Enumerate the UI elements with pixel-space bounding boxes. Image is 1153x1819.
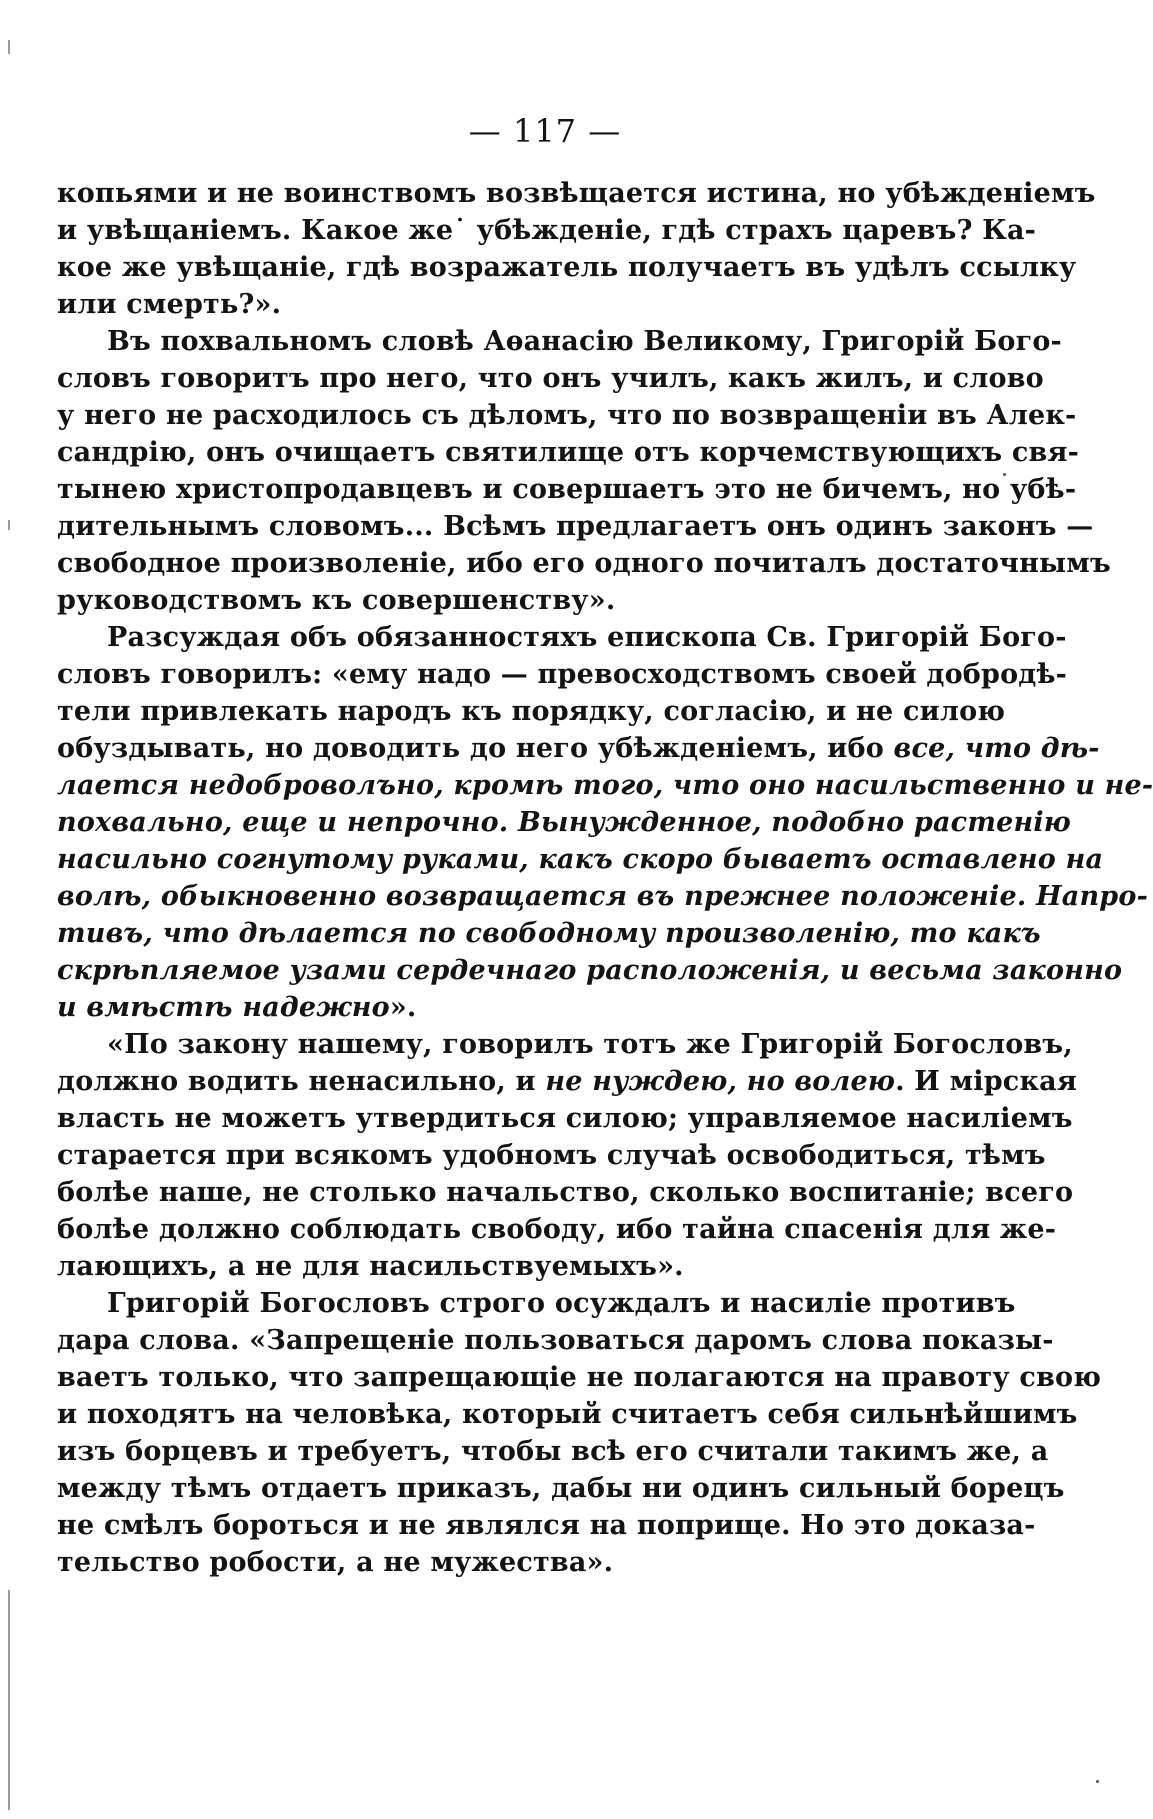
text-line: руководствомъ къ совершенству».: [57, 585, 616, 616]
text-line: не смѣлъ бороться и не являлся на поприще. Но это доказа-: [57, 1510, 1036, 1541]
text-line: обуздывать, но доводить до него убѣжденіемъ, ибо все, что дѣ-: [57, 733, 1100, 764]
text-line: свободное произволеніе, ибо его одного почиталъ достаточнымъ: [57, 548, 1111, 579]
text-line: и походятъ на человѣка, который считаетъ себя сильнѣйшимъ: [57, 1399, 1078, 1430]
text-line: старается при всякомъ удобномъ случаѣ освободиться, тѣмъ: [57, 1140, 1046, 1171]
left-margin-mark: [8, 520, 10, 530]
left-margin-mark: [8, 1590, 10, 1810]
text-line: «По закону нашему, говорилъ тотъ же Григорій Богословъ,: [107, 1029, 1073, 1060]
text-line: между тѣмъ отдаетъ приказъ, дабы ни одинъ сильный борецъ: [57, 1473, 1065, 1504]
text-line: волѣ, обыкновенно возвращается въ прежнее положеніе. Напро-: [57, 881, 1148, 912]
text-line: копьями и не воинствомъ возвѣщается истина, но убѣжденіемъ: [57, 178, 1096, 209]
text-line: словъ говоритъ про него, что онъ училъ, какъ жилъ, и слово: [57, 363, 1044, 394]
text-line: тели привлекать народъ къ порядку, согласію, и не силою: [57, 696, 1006, 727]
text-line: словъ говорилъ: «ему надо — превосходствомъ своей добродѣ-: [57, 659, 1068, 690]
text-line: и увѣщаніемъ. Какое же˙ убѣжденіе, гдѣ страхъ царевъ? Ка-: [57, 215, 1037, 246]
print-speck: [1096, 1780, 1099, 1783]
text-line: лающихъ, а не для насильствуемыхъ».: [57, 1251, 684, 1282]
text-line: тынею христопродавцевъ и совершаетъ это не бичемъ, но убѣ-: [57, 474, 1077, 505]
text-line: сандрію, онъ очищаетъ святилище отъ корчемствующихъ свя-: [57, 437, 1080, 468]
text-line: кое же увѣщаніе, гдѣ возражатель получаетъ въ удѣлъ ссылку: [57, 252, 1077, 283]
text-line: похвально, еще и непрочно. Вынужденное, подобно растенію: [57, 807, 1072, 838]
text-line: власть не можетъ утвердиться силою; управляемое насиліемъ: [57, 1103, 1073, 1134]
text-line: и вмѣстѣ надежно».: [57, 992, 417, 1023]
text-line: болѣе наше, не столько начальство, сколько воспитаніе; всего: [57, 1177, 1074, 1208]
text-line: лается недоброволъно, кромѣ того, что оно насильственно и не-: [57, 770, 1153, 801]
left-margin-mark: [8, 40, 10, 54]
text-line: тельство робости, а не мужества».: [57, 1547, 614, 1578]
text-line: Въ похвальномъ словѣ Аѳанасію Великому, Григорій Бого-: [107, 326, 1062, 357]
text-line: насильно согнутому руками, какъ скоро бываетъ оставлено на: [57, 844, 1104, 875]
text-line: ваетъ только, что запрещающіе не полагаются на правоту свою: [57, 1362, 1102, 1393]
body-text: [57, 175, 1153, 1581]
text-line: должно водить ненасильно, и не нуждею, но волею. И мірская: [57, 1066, 1077, 1097]
text-line: тивъ, что дѣлается по свободному произволенію, то какъ: [57, 918, 1041, 949]
text-line: болѣе должно соблюдать свободу, ибо тайна спасенія для же-: [57, 1214, 1057, 1245]
text-line: Разсуждая объ обязанностяхъ епископа Св. Григорій Бого-: [107, 622, 1067, 653]
text-line: дительнымъ словомъ... Всѣмъ предлагаетъ онъ одинъ законъ —: [57, 511, 1094, 542]
text-line: скрѣпляемое узами сердечнаго расположенія, и весьма законно: [57, 955, 1123, 986]
text-line: дара слова. «Запрещеніе пользоваться даромъ слова показы-: [57, 1325, 1054, 1356]
text-line: или смерть?».: [57, 289, 282, 320]
text-line: изъ борцевъ и требуетъ, чтобы всѣ его считали такимъ же, а: [57, 1436, 1049, 1467]
text-line: у него не расходилось съ дѣломъ, что по возвращеніи въ Алек-: [57, 400, 1077, 431]
page-number: — 117 —: [468, 112, 622, 150]
text-line: Григорій Богословъ строго осуждалъ и насиліе противъ: [107, 1288, 1016, 1319]
